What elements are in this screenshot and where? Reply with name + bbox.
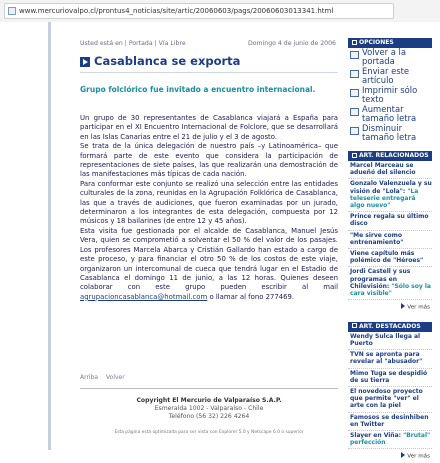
page-title: Casablanca se exporta	[94, 54, 241, 68]
breadcrumb: Usted está en | Portada | Vía Libre Domingo 4 de junio de 2006	[80, 40, 336, 47]
paragraph: Se trata de la única delegación de nuestro país –y Latinoamérica– que formará parte de este evento que considera la participación de representaciones de siete países, las que realizarán una demostración de las manifestaciones más típicas de cada nación.	[80, 142, 338, 179]
paragraph: Un grupo de 30 representantes de Casablanca viajará a España para participar en el XI Encuentro Internacional de Folclore, que se desarrollará en las Islas Canarias entre el 21 de julio y el 3 de agosto.	[80, 114, 338, 141]
browser-chrome	[0, 0, 440, 23]
paragraph	[80, 227, 338, 302]
page-icon	[8, 7, 16, 15]
email-link[interactable]: agrupacioncasablanca@hotmail.com	[80, 292, 208, 301]
related-article-link[interactable]: Gonzalo Valenzuela y su visión de "Lola": "La teleserie entregará algo nuevo"	[348, 179, 432, 212]
footer-address: Esmeralda 1002 - Valparaíso - Chile	[154, 405, 264, 412]
featured-article-link[interactable]: Mimo Tuga se despidió de su tierra	[348, 369, 432, 387]
option-print[interactable]: Imprimir sólo texto	[348, 86, 432, 105]
title-row	[80, 54, 338, 73]
back-link[interactable]: Volver	[106, 374, 125, 381]
square-bullet-icon	[352, 153, 357, 158]
featured-header: ART. DESTACADOS	[348, 322, 432, 332]
page-nav	[80, 374, 131, 381]
square-bullet-icon	[352, 40, 357, 45]
option-increase-text[interactable]: Aumentar tamaño letra	[348, 105, 432, 124]
paragraph-text: Esta visita fue gestionada por el alcalde de Casablanca, Manuel Jesús Vera, quien se comprometió a solventar el 50 % del valor de los pasajes. Los profesores Marcela Abarca y Cristián Gallardo han estado a cargo de este proceso, y para financiar el otro 50 % de los costos de este viaje, organizaron un intercomunal de cueca que tendrá lugar en el Estadio de Casablanca el domingo 11 de junio, a las 12 horas. Quienes deseen colaborar con este grupo pueden escribir al mail	[80, 226, 338, 292]
featured-article-link[interactable]: TVN se apronta para revelar al "abusador"	[348, 350, 432, 368]
article-body	[80, 114, 338, 302]
footer	[80, 388, 338, 437]
footer-note: Esta página está optimizada para ser vista con Explorer 5.0 y Netscape 6.0 o superior	[114, 430, 304, 435]
related-article-link[interactable]: Marcel Marceau se adueñó del silencio	[348, 161, 432, 179]
breadcrumb-home-link[interactable]: Portada	[128, 40, 153, 47]
breadcrumb-section-link[interactable]: Vía Libre	[158, 40, 186, 47]
options-header: OPCIONES	[348, 38, 432, 48]
square-bullet-icon	[352, 323, 357, 328]
text-smaller-icon	[350, 127, 359, 135]
address-bar[interactable]	[4, 3, 394, 19]
footer-copyright: Copyright El Mercurio de Valparaíso S.A.P.	[136, 397, 282, 404]
text-larger-icon	[350, 108, 359, 116]
footer-phone: Teléfono (56 32) 226 4264	[168, 413, 250, 420]
article-subtitle: Grupo folclórico fue invitado a encuentro internacional.	[80, 85, 316, 94]
arrow-right-icon	[401, 452, 405, 458]
left-divider	[48, 22, 51, 450]
arrow-right-icon	[401, 303, 405, 309]
breadcrumb-prefix: Usted está en	[80, 40, 123, 47]
page	[0, 22, 440, 460]
more-featured-link[interactable]: Ver más	[348, 449, 432, 463]
featured-article-link[interactable]: Wendy Sulca llega al Puerto	[348, 332, 432, 350]
article-date: Domingo 4 de junio de 2006	[248, 40, 336, 47]
closing-text: o llamar al fono 277469.	[207, 292, 295, 301]
top-link[interactable]: Arriba	[80, 374, 99, 381]
related-article-link[interactable]: Prince regala su último disco	[348, 212, 432, 230]
related-article-link[interactable]: Jordi Castell y sus programas en Chilevisión: "Sólo soy la cara visible"	[348, 267, 432, 300]
option-home[interactable]: Volver a la portada	[348, 48, 432, 67]
more-related-link[interactable]: Ver más	[348, 300, 432, 314]
url-text: www.mercuriovalpo.cl/prontus4_noticias/site/artic/20060603/pags/20060603013341.html	[19, 7, 334, 15]
article-main	[80, 40, 338, 302]
featured-article-link[interactable]: El novedoso proyecto que permite "ver" el arte con la piel	[348, 387, 432, 413]
featured-article-link[interactable]: Slayer en Viña: "Brutal" perfección	[348, 431, 432, 449]
title-arrow-icon	[80, 57, 90, 67]
mail-icon	[350, 70, 359, 78]
home-icon	[350, 51, 359, 59]
option-decrease-text[interactable]: Disminuir tamaño letra	[348, 124, 432, 143]
related-article-link[interactable]: "Me sirve como entrenamiento"	[348, 231, 432, 249]
sidebar	[348, 38, 432, 463]
paragraph: Para conformar este conjunto se realizó una selección entre las entidades culturales de la zona, reunidas en la Agrupación Folklórica de Casablanca, las que a través de audiciones, que fueron examinadas por un jurado, determinaron a los integrantes de esta delegación, compuesta por 12 músicos y 18 bailarines (de entre 12 y 45 años).	[80, 179, 338, 226]
featured-article-link[interactable]: Famosos se desinhiben en Twitter	[348, 413, 432, 431]
related-article-link[interactable]: Viene capítulo más polémico de "Héroes"	[348, 249, 432, 267]
related-header: ART. RELACIONADOS	[348, 151, 432, 161]
option-send[interactable]: Enviar este artículo	[348, 67, 432, 86]
print-icon	[350, 89, 359, 97]
